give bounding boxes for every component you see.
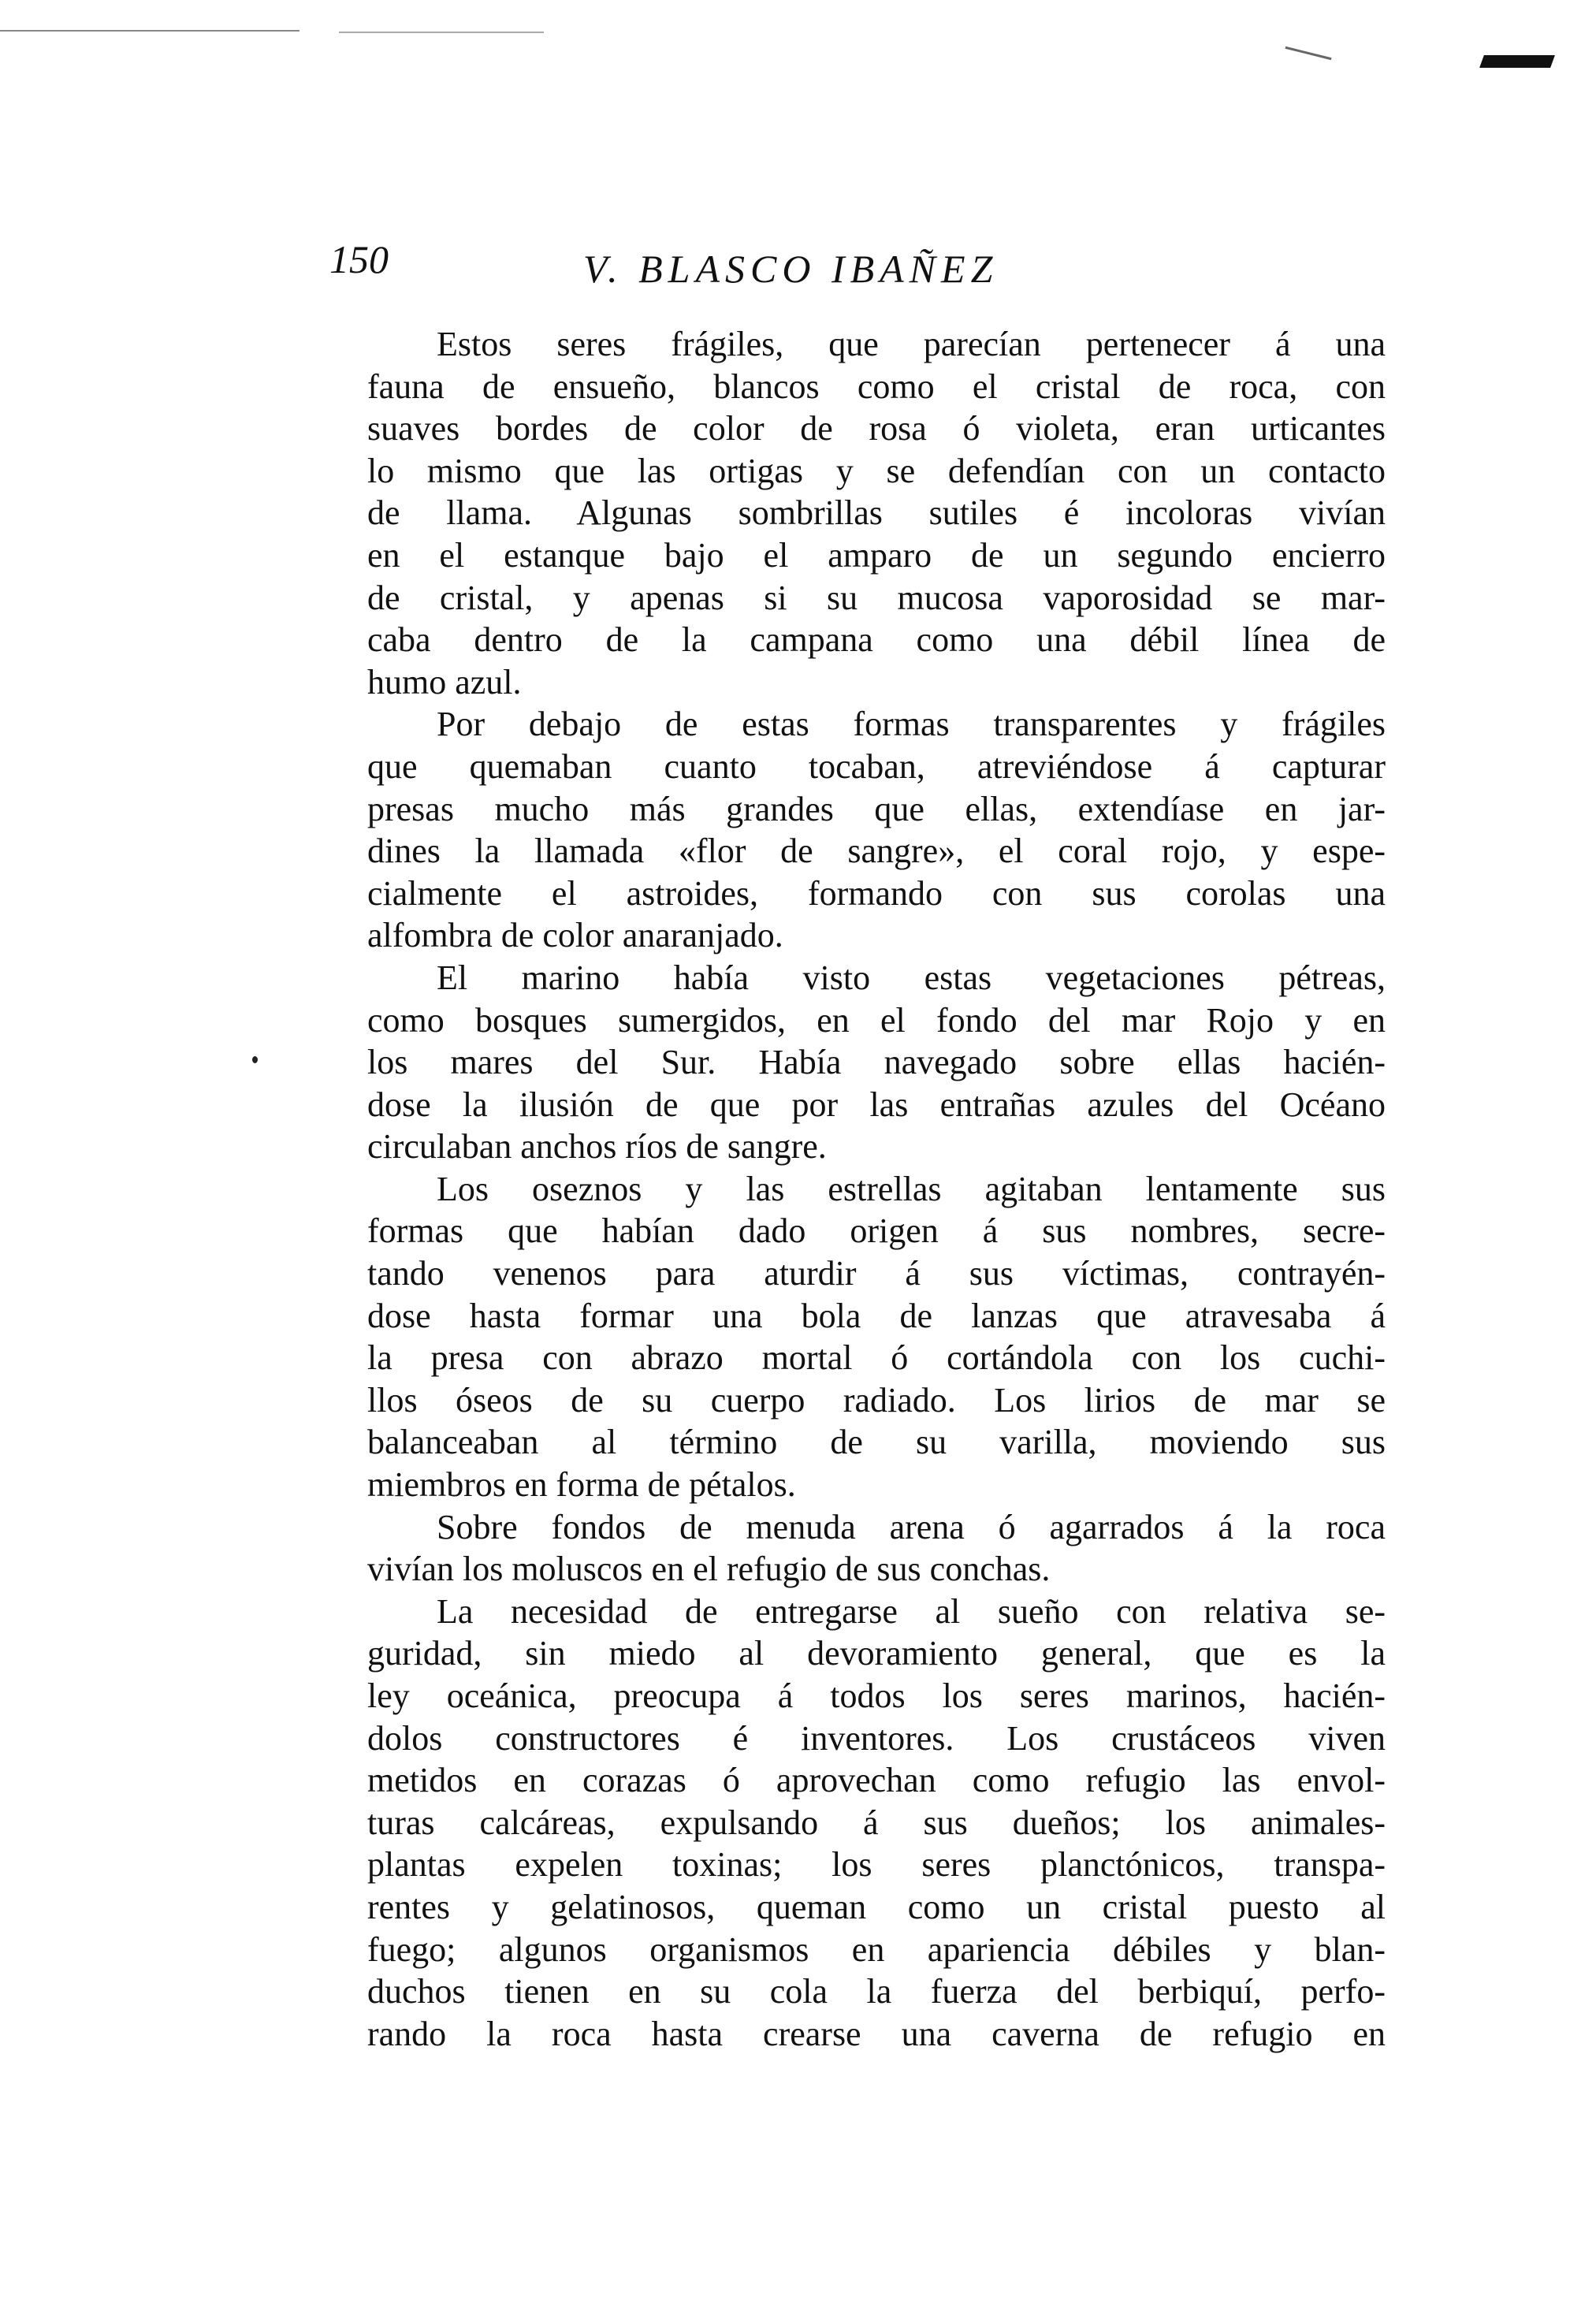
text-line: tando venenos para aturdir á sus víctimas, contrayén-: [367, 1254, 1386, 1293]
page-number: 150: [329, 237, 389, 281]
scan-artifact-top-right: [1285, 47, 1332, 60]
text-line: lo mismo que las ortigas y se defendían con un contacto: [367, 451, 1386, 490]
text-line: como bosques sumergidos, en el fondo del mar Rojo y en: [367, 1000, 1386, 1040]
running-head: V. BLASCO IBAÑEZ: [583, 247, 999, 291]
text-line: la presa con abrazo mortal ó cortándola con los cuchi-: [367, 1338, 1386, 1378]
text-line: Los oseznos y las estrellas agitaban lentamente sus: [437, 1169, 1386, 1208]
scan-artifact-top-left: [0, 30, 299, 32]
text-line: duchos tienen en su cola la fuerza del berbiquí, perfo-: [367, 1972, 1386, 2011]
text-line: en el estanque bajo el amparo de un segundo encierro: [367, 535, 1386, 575]
scan-dot: [252, 1056, 258, 1063]
text-line: turas calcáreas, expulsando á sus dueños; los animales-: [367, 1803, 1386, 1842]
text-line: alfombra de color anaranjado.: [367, 916, 783, 955]
text-line: fuego; algunos organismos en apariencia débiles y blan-: [367, 1929, 1386, 1969]
scan-artifact-top-left-2: [339, 32, 544, 33]
text-line: formas que habían dado origen á sus nombres, secre-: [367, 1211, 1386, 1251]
text-line: suaves bordes de color de rosa ó violeta, eran urticantes: [367, 409, 1386, 448]
body-text: [367, 323, 1386, 2055]
text-line: de cristal, y apenas si su mucosa vaporosidad se mar-: [367, 578, 1386, 617]
text-line: Estos seres frágiles, que parecían pertenecer á una: [437, 325, 1386, 363]
text-line: Por debajo de estas formas transparentes y frágiles: [437, 705, 1386, 744]
text-line: dolos constructores é inventores. Los crustáceos viven: [367, 1718, 1386, 1758]
text-line: fauna de ensueño, blancos como el cristal de roca, con: [367, 367, 1386, 406]
text-line: vivían los moluscos en el refugio de sus conchas.: [367, 1550, 1051, 1589]
text-line: dose la ilusión de que por las entrañas azules del Océano: [367, 1085, 1386, 1124]
text-line: llos óseos de su cuerpo radiado. Los lirios de mar se: [367, 1380, 1386, 1420]
text-line: La necesidad de entregarse al sueño con relativa se-: [437, 1591, 1386, 1631]
text-line: El marino había visto estas vegetaciones pétreas,: [437, 958, 1386, 997]
text-line: miembros en forma de pétalos.: [367, 1465, 796, 1505]
paragraph: [367, 957, 1386, 1168]
paragraph: [367, 1168, 1386, 1506]
text-line: humo azul.: [367, 662, 522, 701]
text-line: ley oceánica, preocupa á todos los seres marinos, hacién-: [367, 1676, 1386, 1715]
paragraph: [367, 323, 1386, 703]
scan-artifact-corner: [1479, 55, 1555, 68]
text-line: cialmente el astroides, formando con sus corolas una: [367, 873, 1386, 913]
text-line: circulaban anchos ríos de sangre.: [367, 1127, 827, 1167]
paragraph: [367, 1506, 1386, 1591]
text-line: presas mucho más grandes que ellas, extendíase en jar-: [367, 789, 1386, 828]
text-line: plantas expelen toxinas; los seres planctónicos, transpa-: [367, 1845, 1386, 1885]
text-line: metidos en corazas ó aprovechan como refugio las envol-: [367, 1761, 1386, 1800]
text-line: balanceaban al término de su varilla, moviendo sus: [367, 1423, 1386, 1462]
text-line: rando la roca hasta crearse una caverna de refugio en: [367, 2014, 1386, 2053]
text-line: dose hasta formar una bola de lanzas que atravesaba á: [367, 1296, 1386, 1335]
text-line: guridad, sin miedo al devoramiento general, que es la: [367, 1634, 1386, 1673]
text-line: caba dentro de la campana como una débil línea de: [367, 620, 1386, 660]
text-line: rentes y gelatinosos, queman como un cristal puesto al: [367, 1887, 1386, 1926]
text-line: de llama. Algunas sombrillas sutiles é incoloras vivían: [367, 493, 1386, 533]
text-line: los mares del Sur. Había navegado sobre ellas hacién-: [367, 1043, 1386, 1082]
paragraph: [367, 1591, 1386, 2056]
text-line: que quemaban cuanto tocaban, atreviéndose á capturar: [367, 746, 1386, 786]
text-line: dines la llamada «flor de sangre», el coral rojo, y espe-: [367, 832, 1386, 871]
text-line: Sobre fondos de menuda arena ó agarrados á la roca: [437, 1507, 1386, 1546]
paragraph: [367, 703, 1386, 957]
